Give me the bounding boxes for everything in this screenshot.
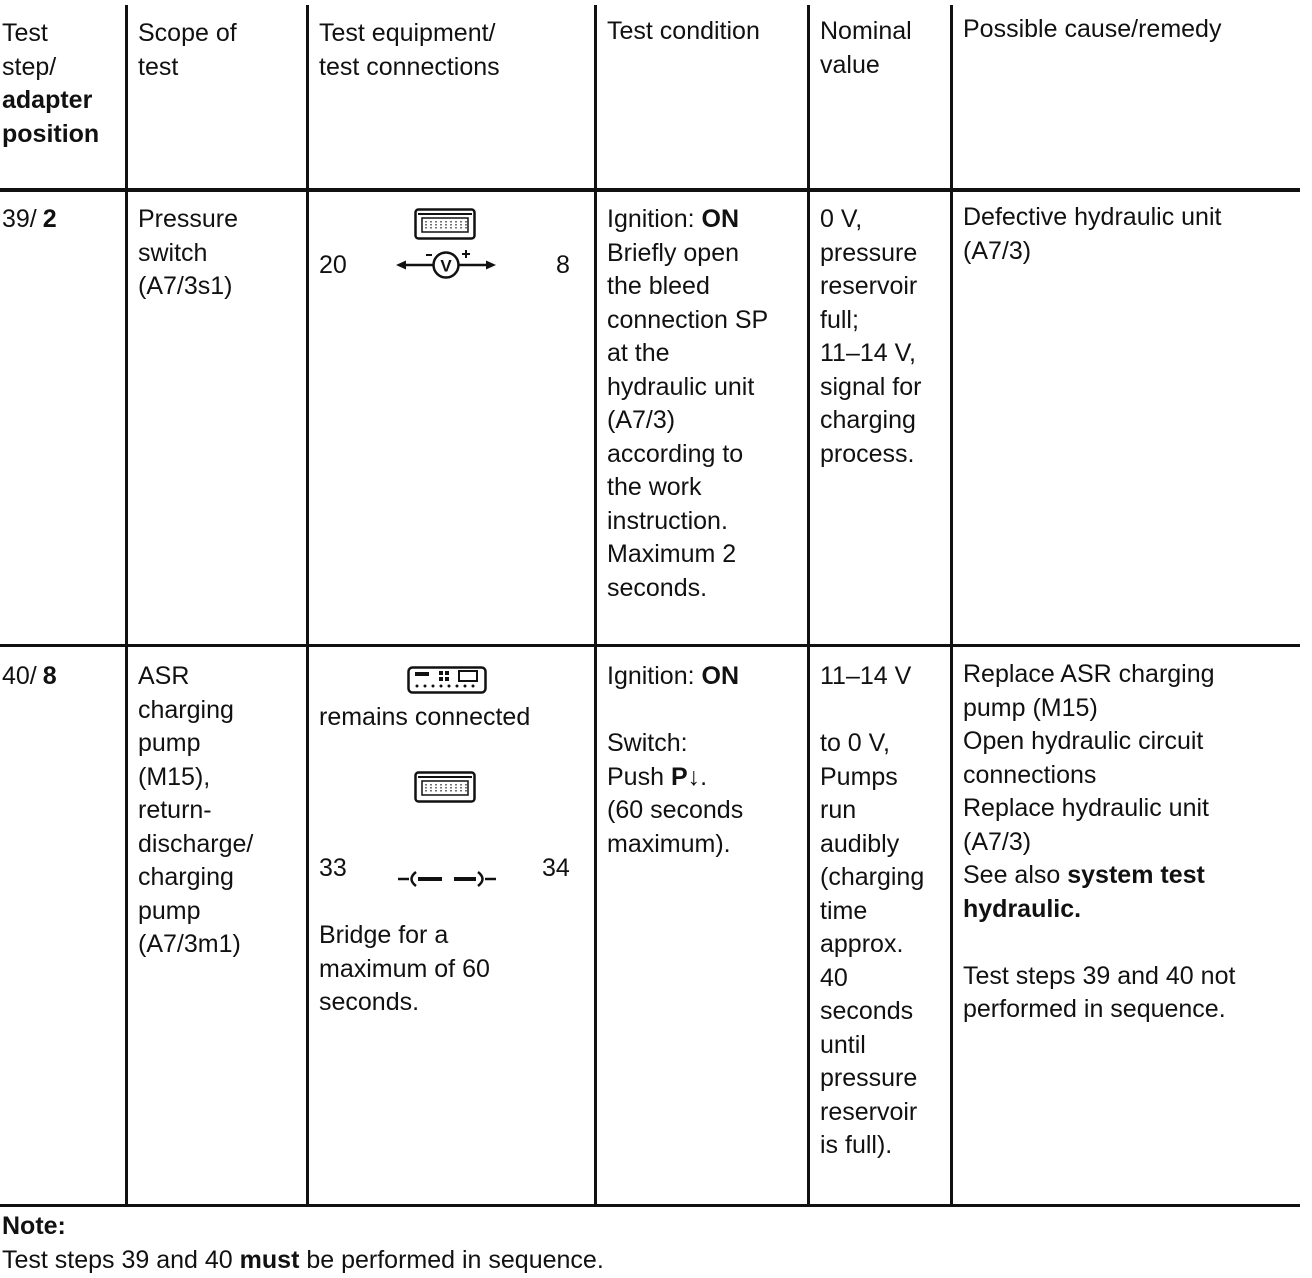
condition-line: the work — [607, 473, 702, 501]
remedy-line: (A7/3) — [963, 236, 1032, 265]
nominal-line: (charging — [820, 863, 925, 891]
header-scope — [138, 17, 237, 84]
condition-line: at the — [607, 339, 670, 367]
scope-line: switch — [138, 238, 208, 267]
step-number: 39/ — [2, 205, 37, 233]
condition-line: Briefly open — [607, 238, 740, 267]
column-divider — [125, 5, 128, 1207]
scope-line: (A7/3m1) — [138, 930, 241, 958]
condition-line: connection SP — [607, 305, 769, 334]
nominal-line: pressure — [820, 1064, 918, 1092]
condition-value: ON — [701, 662, 740, 690]
nominal-line: reservoir — [820, 272, 918, 300]
header-remedy — [963, 13, 1221, 47]
scope-line: discharge/ — [138, 829, 254, 858]
header-test-step — [2, 17, 99, 151]
push-suffix: . — [700, 762, 708, 791]
nominal-line: pressure — [820, 238, 918, 267]
remedy-line: (A7/3) — [963, 827, 1032, 856]
nominal-line: process. — [820, 439, 915, 468]
push-key: P — [670, 762, 688, 791]
remedy-line: Test steps 39 and 40 not — [963, 961, 1236, 990]
header-text: adapter — [2, 86, 93, 114]
multimeter-icon — [414, 771, 476, 803]
scope-line: (A7/3s1) — [138, 272, 233, 300]
pin-left: 20 — [319, 251, 347, 279]
nominal-line: until — [820, 1030, 866, 1059]
header-text: Test — [2, 19, 48, 47]
header-text: test connections — [319, 52, 500, 81]
bridge-line: seconds. — [319, 988, 420, 1016]
voltmeter-symbol: V — [440, 256, 452, 276]
remedy-line: Replace hydraulic unit — [963, 794, 1209, 822]
pin-right: 8 — [556, 251, 570, 279]
nominal-line: seconds — [820, 997, 914, 1025]
column-divider — [807, 5, 810, 1207]
row40-condition — [607, 660, 743, 861]
header-condition — [607, 15, 760, 49]
header-text: test — [138, 52, 179, 81]
nominal-line: Pumps — [820, 762, 898, 791]
header-text: Test condition — [607, 17, 760, 45]
row39-scope — [138, 203, 238, 304]
condition-switch: Switch: — [607, 729, 688, 757]
header-equipment — [319, 17, 500, 84]
header-row-divider — [0, 188, 1300, 192]
row40-scope — [138, 660, 253, 962]
scope-line: pump — [138, 729, 201, 757]
column-divider — [594, 5, 597, 1207]
condition-value: ON — [701, 205, 740, 233]
header-text: value — [820, 50, 880, 79]
row40-remedy — [963, 658, 1235, 1027]
scope-line: charging — [138, 863, 234, 891]
condition-line: maximum). — [607, 829, 731, 858]
condition-line: seconds. — [607, 573, 708, 602]
scope-line: return- — [138, 796, 212, 824]
nominal-line: signal for — [820, 372, 922, 401]
condition-line: (A7/3) — [607, 406, 676, 434]
adapter-position: 2 — [42, 205, 57, 233]
header-text: Possible cause/remedy — [963, 15, 1222, 43]
note-text — [2, 1244, 604, 1278]
adapter-position: 8 — [42, 662, 57, 690]
nominal-line: 11–14 V, — [820, 339, 916, 367]
nominal-line: charging — [820, 406, 916, 434]
header-text: Nominal — [820, 17, 912, 45]
condition-label: Ignition: — [607, 205, 695, 233]
header-nominal — [820, 15, 912, 82]
nominal-line: run — [820, 796, 857, 824]
column-divider — [306, 5, 309, 1207]
nominal-first: 11–14 V — [820, 662, 912, 690]
condition-line: instruction. — [607, 506, 728, 535]
header-text: step/ — [2, 52, 57, 81]
row-divider — [0, 644, 1300, 647]
nominal-line: full; — [820, 305, 859, 334]
arrow-down-icon: ↓ — [687, 762, 701, 791]
pin-left: 33 — [319, 854, 347, 882]
see-also-bold: system test — [1067, 861, 1205, 889]
nominal-line: audibly — [820, 829, 900, 858]
condition-push — [607, 761, 743, 795]
nominal-line: 40 — [820, 963, 848, 992]
row40-nominal — [820, 660, 924, 1163]
row39-step — [2, 203, 57, 237]
bridge-line: Bridge for a — [319, 921, 449, 949]
note-text-before: Test steps 39 and 40 — [2, 1246, 240, 1274]
test-adapter-icon — [407, 666, 487, 694]
bridge-cable-icon — [396, 868, 498, 890]
table-bottom-border — [0, 1204, 1300, 1207]
remedy-line: connections — [963, 760, 1097, 789]
remedy-see-also — [963, 859, 1235, 893]
row39-condition — [607, 203, 768, 605]
scope-line: (M15), — [138, 762, 211, 791]
voltmeter-icon — [395, 246, 497, 280]
remedy-line: Defective hydraulic unit — [963, 203, 1222, 231]
row40-step — [2, 660, 57, 694]
remedy-line: Replace ASR charging — [963, 660, 1215, 688]
scope-line: Pressure — [138, 205, 239, 233]
pin-right: 34 — [542, 854, 570, 882]
condition-line: according to — [607, 439, 744, 468]
condition-line: Maximum 2 — [607, 540, 737, 568]
step-number: 40/ — [2, 662, 37, 690]
nominal-line: to 0 V, — [820, 729, 890, 757]
note-text-bold: must — [239, 1246, 300, 1274]
see-also-prefix: See also — [963, 861, 1068, 889]
scope-line: charging — [138, 695, 234, 724]
nominal-line: time — [820, 896, 868, 925]
push-prefix: Push — [607, 762, 664, 791]
remains-connected-text: remains connected — [319, 703, 531, 731]
condition-ignition — [607, 203, 768, 237]
scope-line: ASR — [138, 662, 190, 690]
bridge-line: maximum of 60 — [319, 954, 490, 983]
remedy-line: pump (M15) — [963, 693, 1098, 722]
row39-remedy — [963, 201, 1221, 268]
nominal-line: approx. — [820, 930, 904, 958]
nominal-line: is full). — [820, 1131, 893, 1159]
header-text: Test equipment/ — [319, 19, 496, 47]
note-text-after: be performed in sequence. — [299, 1246, 604, 1274]
condition-ignition — [607, 660, 743, 694]
header-text: Scope of — [138, 19, 237, 47]
nominal-line: 0 V, — [820, 205, 863, 233]
condition-line: (60 seconds — [607, 796, 744, 824]
nominal-line: reservoir — [820, 1097, 918, 1126]
scope-line: pump — [138, 896, 201, 925]
see-also-last: hydraulic. — [963, 894, 1082, 923]
note-title: Note: — [2, 1212, 66, 1240]
bridge-note — [319, 919, 490, 1020]
condition-label: Ignition: — [607, 662, 695, 690]
column-divider — [950, 5, 953, 1207]
multimeter-icon — [414, 208, 476, 240]
remedy-line: Open hydraulic circuit — [963, 727, 1204, 755]
header-text: position — [2, 119, 100, 148]
row39-nominal — [820, 203, 921, 471]
condition-line: the bleed — [607, 272, 710, 300]
condition-line: hydraulic unit — [607, 372, 755, 401]
remedy-line: performed in sequence. — [963, 995, 1226, 1023]
